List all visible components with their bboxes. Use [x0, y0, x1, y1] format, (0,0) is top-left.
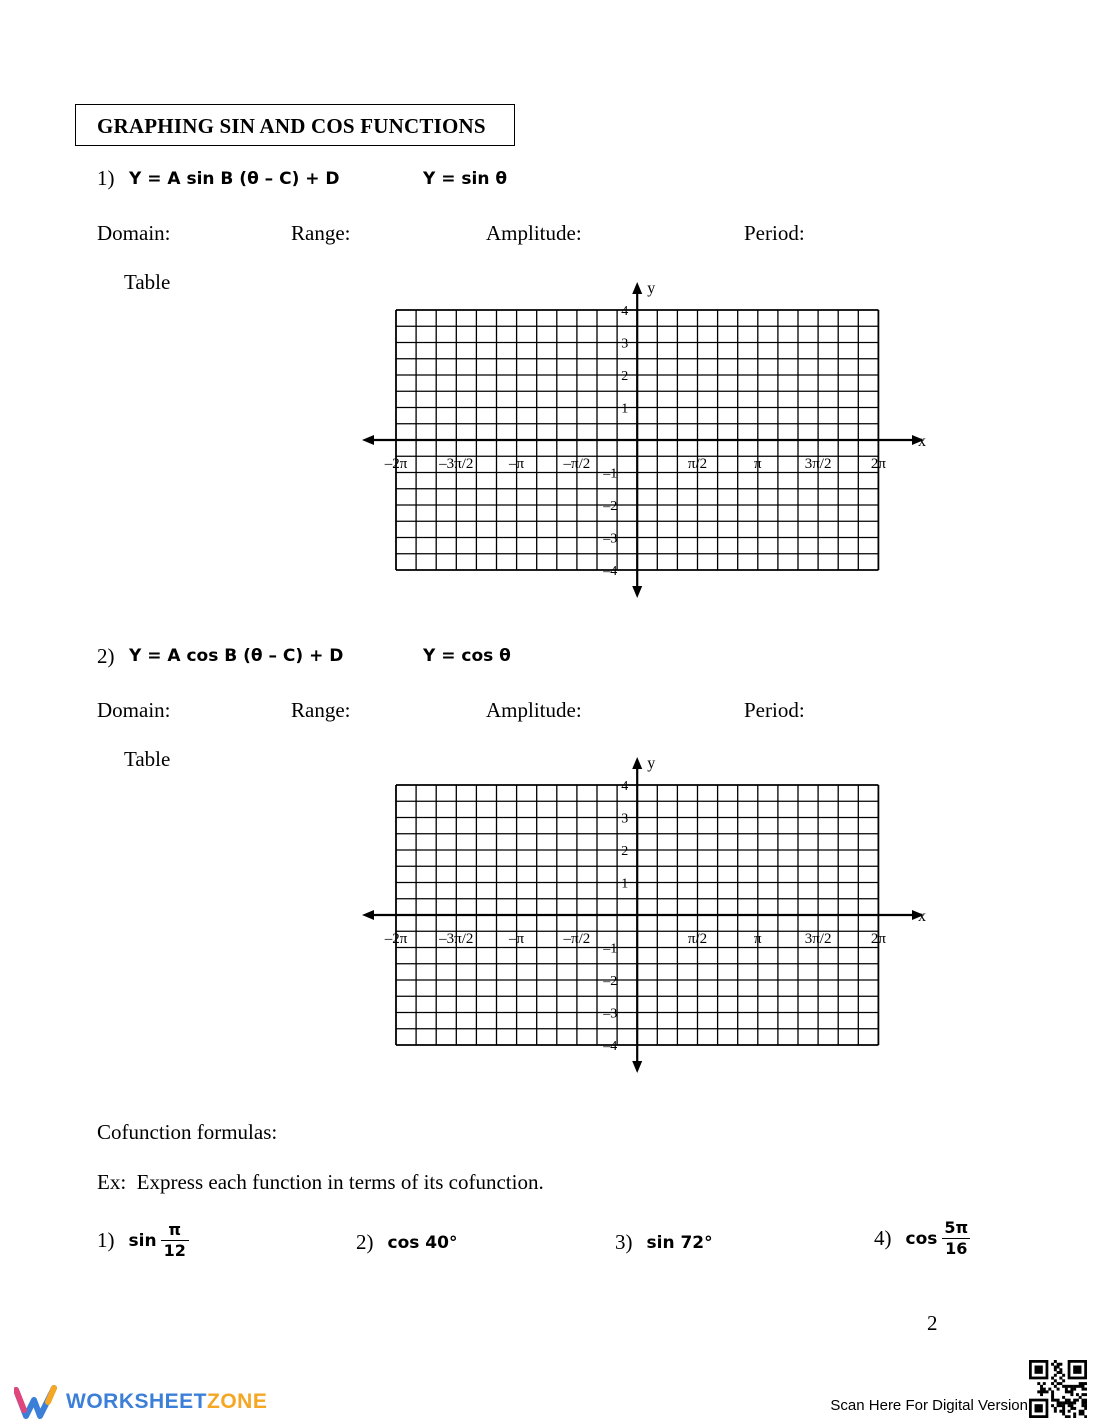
x-tick-label: π/2 [687, 456, 708, 472]
y-tick-label: –4 [603, 1039, 618, 1054]
fraction-denominator: 12 [161, 1240, 189, 1259]
cofunction-item-2-func: cos 40° [387, 1232, 458, 1253]
y-tick-label: –3 [603, 531, 618, 547]
brand-part-1: WORKSHEET [66, 1390, 207, 1413]
brand-part-2: ZONE [207, 1390, 268, 1413]
grid-svg [360, 280, 930, 600]
x-tick-label: 3π/2 [804, 456, 832, 472]
worksheetzone-logo [14, 1384, 267, 1420]
y-tick-label: 3 [621, 336, 629, 352]
problem-2-period-label: Period: [744, 698, 805, 722]
cofunction-item-2 [356, 1230, 457, 1255]
cofunction-item-1-fraction [161, 1222, 189, 1259]
x-tick-label: 2π [870, 931, 886, 947]
problem-2-number: 2) [97, 644, 115, 668]
y-axis-label: y [647, 280, 656, 297]
x-axis-label: x [918, 908, 926, 925]
cofunction-item-4 [874, 1220, 971, 1257]
problem-1-period-label: Period: [744, 221, 805, 245]
cofunction-item-4-fraction [941, 1220, 971, 1257]
cofunction-item-4-number: 4) [874, 1226, 892, 1250]
brand-name [66, 1390, 267, 1414]
x-tick-label: –π [509, 931, 525, 947]
problem-1-general-form: Y = A sin B (θ – C) + D [129, 169, 340, 189]
fraction-numerator: 5π [944, 1218, 969, 1237]
y-tick-label: –2 [603, 974, 618, 989]
x-tick-label: π [754, 456, 762, 472]
cofunction-heading: Cofunction formulas: [97, 1120, 278, 1144]
worksheet-title: GRAPHING SIN AND COS FUNCTIONS [97, 114, 486, 138]
y-tick-label: 3 [621, 811, 629, 827]
x-tick-label: π/2 [687, 931, 708, 947]
x-axis-left-arrow [362, 435, 374, 445]
cofunction-example: Ex: Express each function in terms of its cofunction. [97, 1170, 544, 1194]
cofunction-item-1 [97, 1222, 189, 1259]
fraction-numerator: π [168, 1220, 182, 1239]
x-tick-label: π [754, 931, 762, 947]
problem-1-table-label: Table [124, 270, 171, 294]
fraction-denominator: 16 [942, 1238, 970, 1257]
x-tick-label: –π [509, 456, 525, 472]
problem-2-amplitude-label: Amplitude: [486, 698, 582, 722]
problem-2-range-label: Range: [291, 698, 351, 722]
y-tick-label: –3 [603, 1006, 618, 1022]
y-tick-label: 1 [621, 401, 629, 417]
coordinate-grid-1 [360, 280, 930, 605]
cofunction-item-4-func: cos [905, 1228, 938, 1249]
x-tick-label: –2π [384, 456, 408, 472]
problem-2-general-form: Y = A cos B (θ – C) + D [129, 646, 344, 666]
y-axis-top-arrow [632, 757, 642, 769]
y-tick-label: –1 [603, 941, 618, 957]
y-tick-label: –2 [603, 499, 618, 514]
x-tick-label: 2π [870, 456, 886, 472]
grid-svg [360, 755, 930, 1075]
problem-2-domain-label: Domain: [97, 698, 171, 722]
cofunction-item-2-number: 2) [356, 1230, 374, 1254]
logo-w-icon [14, 1384, 60, 1420]
x-tick-label: 3π/2 [804, 931, 832, 947]
problem-2-table-label: Table [124, 747, 171, 771]
x-tick-label: –3π/2 [439, 931, 474, 947]
x-tick-label: –3π/2 [439, 456, 474, 472]
y-tick-label: 4 [621, 304, 629, 319]
y-tick-label: –1 [603, 466, 618, 482]
y-axis-label: y [647, 755, 656, 772]
y-axis-bottom-arrow [632, 1061, 642, 1073]
scan-text: Scan Here For Digital Version [830, 1397, 1028, 1414]
cofunction-item-3-func: sin 72° [646, 1232, 713, 1253]
cofunction-item-1-func: sin [128, 1230, 157, 1251]
x-axis-label: x [918, 433, 926, 450]
problem-1-domain-label: Domain: [97, 221, 171, 245]
y-tick-label: 2 [621, 844, 629, 859]
cofunction-item-3-number: 3) [615, 1230, 633, 1254]
cofunction-item-1-number: 1) [97, 1228, 115, 1252]
y-tick-label: –4 [603, 564, 618, 579]
x-tick-label: –π/2 [563, 456, 591, 472]
x-tick-label: –2π [384, 931, 408, 947]
qr-code-icon[interactable] [1029, 1360, 1087, 1418]
y-tick-label: 2 [621, 369, 629, 384]
y-axis-bottom-arrow [632, 586, 642, 598]
cofunction-item-3 [615, 1230, 713, 1255]
problem-1-amplitude-label: Amplitude: [486, 221, 582, 245]
problem-1-parent-function: Y = sin θ [423, 169, 508, 189]
y-tick-label: 4 [621, 779, 629, 794]
y-tick-label: 1 [621, 876, 629, 892]
problem-1-number: 1) [97, 166, 115, 190]
x-tick-label: –π/2 [563, 931, 591, 947]
problem-1-range-label: Range: [291, 221, 351, 245]
coordinate-grid-2 [360, 755, 930, 1080]
x-axis-left-arrow [362, 910, 374, 920]
page-number: 2 [927, 1311, 938, 1335]
problem-2-parent-function: Y = cos θ [423, 646, 511, 666]
y-axis-top-arrow [632, 282, 642, 294]
